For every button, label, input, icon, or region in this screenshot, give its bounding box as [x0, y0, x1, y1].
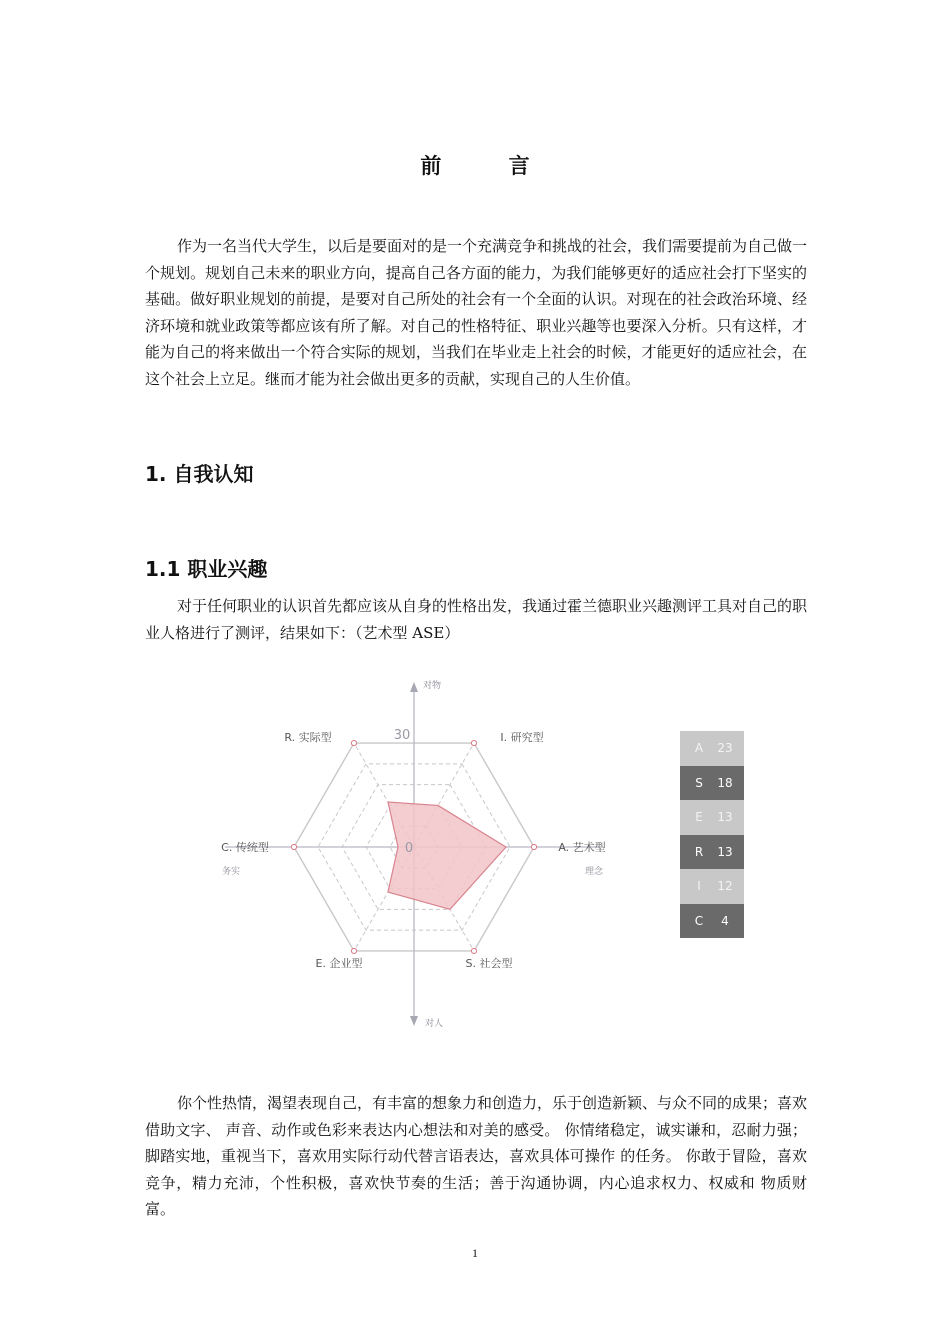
vertex-dot-s — [471, 948, 476, 953]
subsection-heading-career-interest: 1.1 职业兴趣 — [145, 557, 268, 581]
page-number: 1 — [472, 1246, 478, 1260]
axis-label-r: R. 实际型 — [284, 731, 332, 745]
score-value: 23 — [717, 741, 733, 756]
direction-label-left: 务实 — [221, 867, 241, 877]
direction-label-right: 理念 — [584, 867, 604, 877]
score-row-s — [680, 766, 744, 801]
direction-label-top: 对物 — [422, 681, 442, 691]
axis-label-e: E. 企业型 — [315, 956, 363, 970]
direction-label-bottom: 对人 — [424, 1019, 444, 1029]
score-letter: A — [694, 741, 704, 756]
score-letter: I — [697, 879, 701, 894]
score-value: 18 — [717, 775, 733, 790]
vertex-dot-r — [351, 740, 356, 745]
score-value: 12 — [717, 879, 733, 894]
axis-label-c: C. 传统型 — [221, 841, 269, 854]
personality-paragraph: 你个性热情，渴望表现自己，有丰富的想象力和创造力，乐于创造新颖、与众不同的成果；喜欢借助文字、 声音、动作或色彩来表达内心想法和对美的感受。 你情绪稳定，诚实谦和，忍耐力强；脚踏实地，重视当下，喜欢用实际行动代替言语表达，喜欢具体可操作 的任务。 你敢于冒险，喜欢竞争，精力充沛，个性积极，喜欢快节奏的生活；善于沟通协调，内心追求权力、权威和 物质财富。 — [145, 1094, 808, 1219]
intro-paragraph: 作为一名当代大学生，以后是要面对的是一个充满竞争和挑战的社会，我们需要提前为自己做一个规划。规划自己未来的职业方向，提高自己各方面的能力，为我们能够更好的适应社会打下坚实的基础。做好职业规划的前提，是要对自己所处的社会有一个全面的认识。对现在的社会政治环境、经济环境和就业政策等都应该有所了解。对自己的性格特征、职业兴趣等也要深入分析。只有这样，才能为自己的将来做出一个符合实际的规划，当我们在毕业走上社会的时候，才能更好的适应社会，在这个社会上立足。继而才能为社会做出更多的贡献，实现自己的人生价值。 — [145, 237, 808, 388]
score-value: 13 — [717, 844, 733, 859]
vertex-dot-a — [531, 844, 536, 849]
score-row-c — [680, 904, 744, 939]
score-letter: R — [694, 844, 704, 859]
score-row-i — [680, 869, 744, 904]
score-value: 4 — [721, 913, 729, 928]
score-letter: E — [695, 810, 703, 825]
score-row-a — [680, 731, 744, 766]
scale-min-label: 0 — [404, 841, 414, 856]
score-letter: S — [695, 775, 703, 790]
interest-paragraph: 对于任何职业的认识首先都应该从自身的性格出发，我通过霍兰德职业兴趣测评工具对自己的职业人格进行了测评，结果如下：（艺术型 ASE） — [145, 597, 808, 642]
score-letter: C — [694, 913, 704, 928]
axis-label-i: I. 研究型 — [500, 731, 544, 745]
axis-label-s: S. 社会型 — [465, 956, 513, 970]
score-table — [680, 731, 744, 938]
vertex-dot-c — [291, 844, 296, 849]
arrow-down-icon — [410, 1016, 418, 1026]
vertex-dot-i — [471, 740, 476, 745]
score-row-e — [680, 800, 744, 835]
axis-label-a: A. 艺术型 — [558, 841, 606, 854]
page-title: 前 言 — [420, 153, 560, 178]
score-value: 13 — [717, 810, 733, 825]
holland-radar-chart — [205, 672, 625, 1034]
arrow-up-icon — [410, 682, 418, 692]
scale-max-label: 30 — [393, 728, 411, 743]
score-row-r — [680, 835, 744, 870]
vertex-dot-e — [351, 948, 356, 953]
section-heading-self-awareness: 1. 自我认知 — [145, 462, 254, 486]
